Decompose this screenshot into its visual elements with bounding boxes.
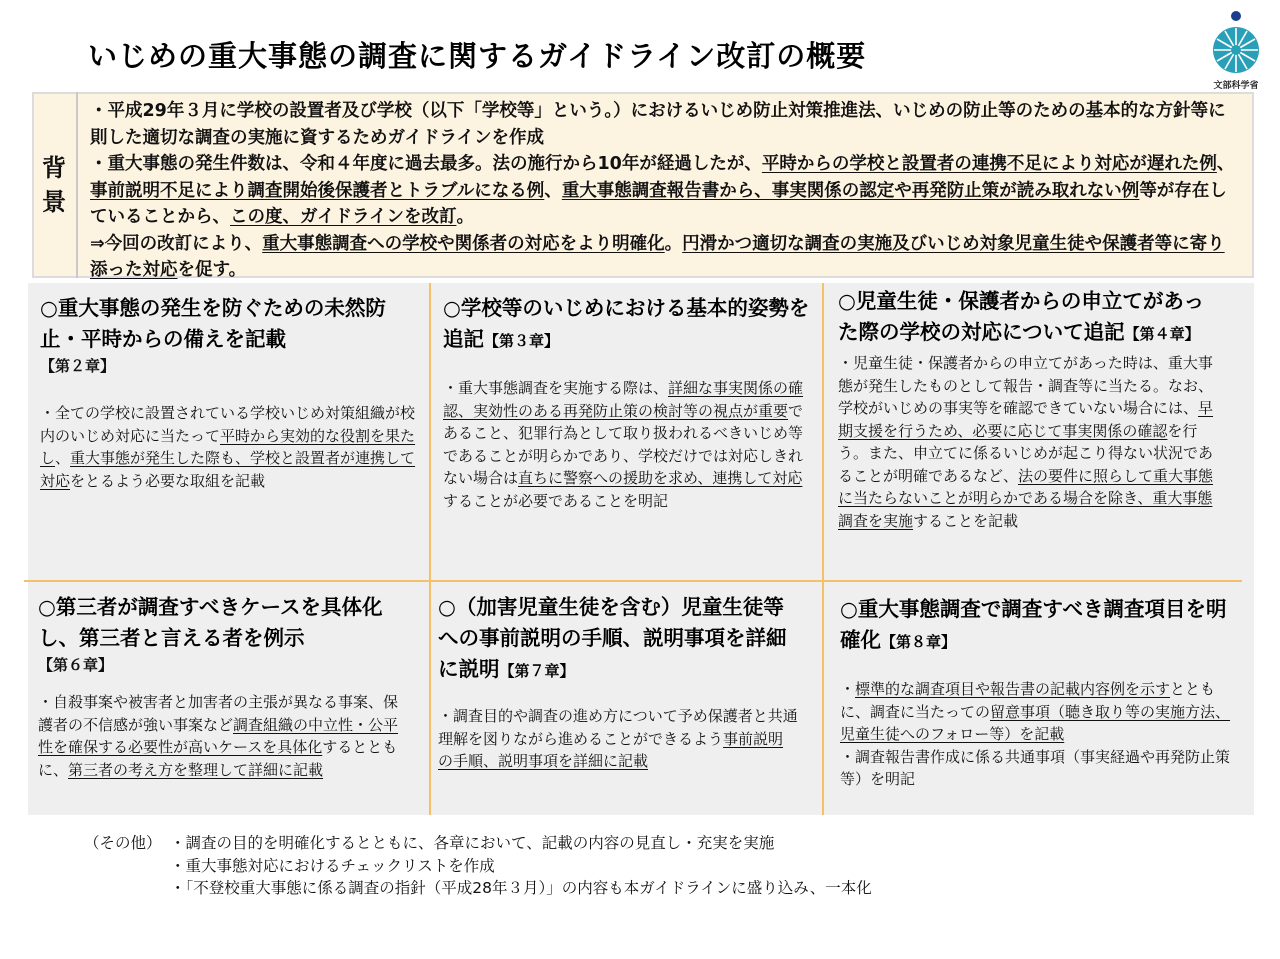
background-text (90, 98, 1240, 284)
section-body: ・全ての学校に設置されている学校いじめ対策組織が校内のいじめ対応に当たって平時から実効的な役割を果たし、重大事態が発生した際も、学校と設置者が連携して対応をとるよう必要な取組を記載 (40, 404, 416, 490)
section-heading: ○重大事態の発生を防ぐための未然防止・平時からの備えを記載 (40, 296, 386, 351)
section-heading: ○児童生徒・保護者からの申立てがあった際の学校の対応について追記【第４章】 (838, 289, 1205, 344)
section-chapter-2 (40, 293, 418, 492)
mext-logo (1200, 8, 1272, 91)
chapter-tag: 【第４章】 (1124, 325, 1200, 343)
grid-divider-h (24, 580, 1242, 582)
section-heading: ○重大事態調査で調査すべき調査項目を明確化【第８章】 (840, 597, 1227, 652)
chapter-tag: 【第６章】 (38, 656, 114, 674)
section-body: ・重大事態調査を実施する際は、詳細な事実関係の確認、実効性のある再発防止策の検討等の視点が重要であること、犯罪行為として取り扱われるべきいじめ等であることが明らかであり、学校だけでは対応しきれない場合は直ちに警察への援助を求め、連携して対応することが必要であることを明記 (443, 379, 804, 510)
other-item: ・「不登校重大事態に係る調査の指針（平成28年３月）」の内容も本ガイドラインに盛り込み、一本化 (170, 879, 872, 897)
section-chapter-3 (443, 293, 813, 512)
other-item: ・重大事態対応におけるチェックリストを作成 (170, 856, 495, 875)
other-item: ・調査の目的を明確化するとともに、各章において、記載の内容の見直し・充実を実施 (170, 834, 775, 852)
background-label-char-2: 景 (42, 188, 66, 216)
background-sentence-3: ⇒今回の改訂により、重大事態調査への学校や関係者の対応をより明確化。円滑かつ適切な調査の実施及びいじめ対象児童生徒や保護者等に寄り添った対応を促す。 (90, 233, 1225, 280)
section-chapter-7 (438, 592, 798, 773)
other-label: （その他） (84, 834, 162, 852)
chapter-tag: 【第２章】 (40, 357, 116, 375)
section-chapter-6 (38, 592, 408, 781)
mext-emblem-icon (1208, 8, 1264, 76)
grid-divider-v1 (429, 283, 431, 815)
background-sentence-2: ・重大事態の発生件数は、令和４年度に過去最多。法の施行から10年が経過したが、平時からの学校と設置者の連携不足により対応が遅れた例、事前説明不足により調査開始後保護者とトラブルになる例、重大事態調査報告書から、事実関係の認定や再発防止策が読み取れない例等が存在していることから、この度、ガイドラインを改訂。 (90, 154, 1235, 227)
page-title: いじめの重大事態の調査に関するガイドライン改訂の概要 (88, 39, 867, 73)
section-chapter-4 (838, 286, 1222, 532)
background-label-char-1: 背 (42, 154, 66, 182)
section-body: ・児童生徒・保護者からの申立てがあった時は、重大事態が発生したものとして報告・調査等に当たる。なお、学校がいじめの事実等を確認できていない場合には、早期支援を行うため、必要に応じて事実関係の確認を行う。また、申立てに係るいじめが起こり得ない状況であることが明確であるなど、法の要件に照らして重大事態に当たらないことが明らかである場合を除き、重大事態調査を実施することを記載 (838, 354, 1214, 530)
section-body: ・自殺事案や被害者と加害者の主張が異なる事案、保護者の不信感が強い事案など調査組織の中立性・公平性を確保する必要性が高いケースを具体化するとともに、第三者の考え方を整理して詳細に記載 (38, 693, 399, 779)
other-notes (84, 832, 1244, 900)
section-heading: ○学校等のいじめにおける基本的姿勢を追記【第３章】 (443, 296, 810, 351)
section-heading: ○第三者が調査すべきケースを具体化し、第三者と言える者を例示 (38, 595, 383, 650)
chapter-tag: 【第７章】 (499, 662, 575, 680)
background-sentence-1: ・平成29年３月に学校の設置者及び学校（以下「学校等」という。）におけるいじめ防止対策推進法、いじめの防止等のための基本的な方針等に則した適切な調査の実施に資するためガイドラインを作成 (90, 101, 1226, 148)
grid-divider-v2 (822, 283, 824, 815)
chapter-tag: 【第３章】 (484, 332, 560, 350)
chapter-tag: 【第８章】 (881, 633, 957, 651)
background-label (32, 92, 78, 278)
section-chapter-8 (840, 594, 1244, 791)
section-body: ・調査目的や調査の進め方について予め保護者と共通理解を図りながら進めることができるよう事前説明の手順、説明事項を詳細に記載 (438, 707, 798, 770)
section-heading: ○（加害児童生徒を含む）児童生徒等への事前説明の手順、説明事項を詳細に説明【第７章】 (438, 595, 787, 681)
logo-label: 文部科学省 (1213, 81, 1259, 91)
section-body: ・標準的な調査項目や報告書の記載内容例を示すとともに、調査に当たっての留意事項（聴き取り等の実施方法、児童生徒へのフォロー等）を記載 ・調査報告書作成に係る共通事項（事実経過や再発防止策等）を明記 (840, 680, 1231, 788)
